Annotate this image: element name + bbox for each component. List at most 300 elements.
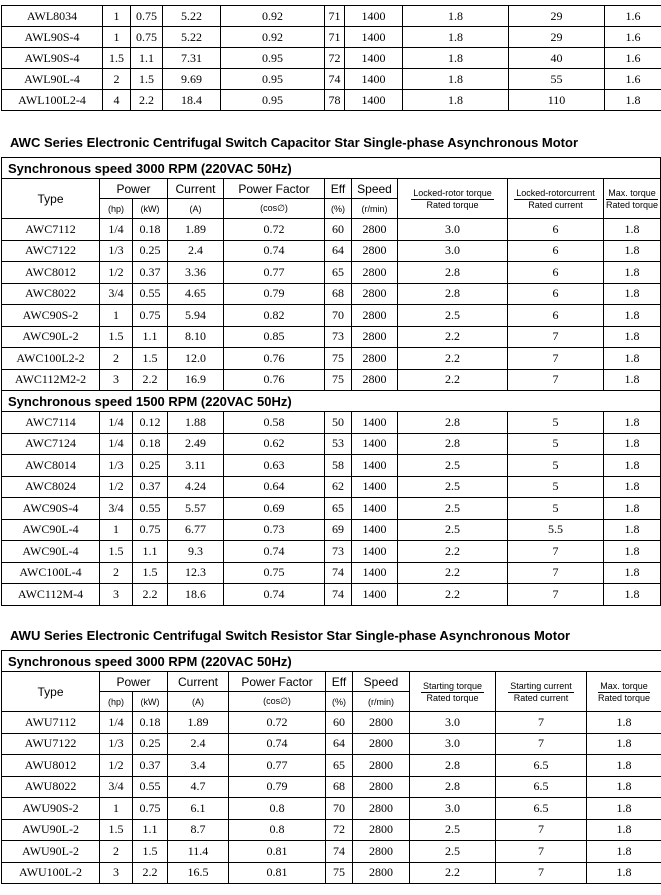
table-cell: 0.75 (224, 562, 325, 584)
table-row (2, 412, 661, 434)
table-cell: 0.79 (224, 283, 325, 305)
table-cell: 2 (100, 562, 133, 584)
table-row (2, 369, 661, 391)
table-cell: 2.5 (398, 498, 508, 520)
table-cell: 2800 (353, 733, 410, 755)
table-cell: 7 (496, 819, 587, 841)
table-cell: 6.77 (168, 519, 224, 541)
table-row (2, 776, 661, 798)
table-row (2, 219, 661, 241)
table-cell: 1400 (352, 562, 398, 584)
table-row (2, 798, 661, 820)
table-cell: 1.8 (604, 541, 661, 563)
table-cell: 65 (326, 755, 353, 777)
table-cell: 18.4 (163, 90, 221, 111)
table-cell: 0.37 (133, 755, 168, 777)
starting-torque-ratio-header (410, 672, 496, 712)
table-cell: 2800 (353, 712, 410, 734)
table-cell: 5 (508, 476, 604, 498)
table-cell: 1.5 (100, 326, 133, 348)
awl-body (2, 6, 661, 111)
table-cell: 2.8 (398, 262, 508, 284)
table-cell: 74 (326, 841, 353, 863)
table-cell: 1.8 (604, 584, 661, 606)
motor-type-cell: AWC100L2-2 (2, 348, 100, 370)
table-row (2, 90, 661, 111)
motor-type-cell: AWC8022 (2, 283, 100, 305)
table-row (2, 519, 661, 541)
table-cell: 0.95 (221, 90, 325, 111)
table-row (2, 841, 661, 863)
current-header: Current (168, 672, 229, 692)
table-cell: 6.1 (168, 798, 229, 820)
table-cell: 3.0 (410, 733, 496, 755)
table-cell: 1 (103, 27, 131, 48)
table-cell: 0.69 (224, 498, 325, 520)
table-row (2, 69, 661, 90)
table-cell: 64 (325, 240, 352, 262)
table-cell: 1/3 (100, 240, 133, 262)
table-cell: 1.8 (604, 283, 661, 305)
table-cell: 0.37 (133, 476, 168, 498)
table-cell: 2800 (353, 798, 410, 820)
table-cell: 0.62 (224, 433, 325, 455)
table-cell: 5 (508, 433, 604, 455)
table-cell: 1/2 (100, 262, 133, 284)
current-header: Current (168, 179, 224, 199)
table-cell: 2800 (353, 841, 410, 863)
starting-current-ratio-header (496, 672, 587, 712)
table-cell: 73 (325, 326, 352, 348)
table-cell: 1400 (345, 69, 403, 90)
table-cell: 50 (325, 412, 352, 434)
table-cell: 1.8 (604, 262, 661, 284)
table-cell: 2.49 (168, 433, 224, 455)
table-cell: 5.57 (168, 498, 224, 520)
table-cell: 1.8 (604, 433, 661, 455)
table-cell: 1/4 (100, 712, 133, 734)
table-cell: 2800 (353, 862, 410, 884)
table-cell: 0.55 (133, 776, 168, 798)
table-cell: 0.77 (229, 755, 326, 777)
table-row (2, 819, 661, 841)
table-cell: 2.2 (398, 369, 508, 391)
motor-type-cell: AWL90L-4 (2, 69, 103, 90)
table-cell: 1.89 (168, 712, 229, 734)
speed-header: Speed (352, 179, 398, 199)
table-cell: 2800 (352, 219, 398, 241)
table-cell: 0.92 (221, 6, 325, 27)
table-cell: 2800 (352, 326, 398, 348)
unit-cos-phi: (cos∅) (229, 692, 326, 712)
table-cell: 12.0 (168, 348, 224, 370)
motor-type-cell: AWL90S-4 (2, 27, 103, 48)
table-cell: 5 (508, 498, 604, 520)
table-cell: 2.8 (398, 412, 508, 434)
table-cell: 40 (509, 48, 605, 69)
table-cell: 68 (325, 283, 352, 305)
table-cell: 58 (325, 455, 352, 477)
motor-type-cell: AWC8024 (2, 476, 100, 498)
table-cell: 1.8 (587, 819, 661, 841)
table-cell: 2.8 (398, 433, 508, 455)
table-cell: 1.8 (587, 712, 661, 734)
unit-amps: (A) (168, 692, 229, 712)
table-cell: 1.5 (103, 48, 131, 69)
power-factor-header: Power Factor (224, 179, 325, 199)
awu-section-title: AWU Series Electronic Centrifugal Switch Resistor Star Single-phase Asynchronous Motor (10, 628, 571, 643)
ratio-numerator: Starting torque (422, 680, 483, 691)
ratio-denominator: Rated torque (426, 692, 479, 703)
table-cell: 2.5 (398, 305, 508, 327)
table-cell: 1.8 (587, 733, 661, 755)
table-cell: 3.0 (398, 240, 508, 262)
table-cell: 2.5 (398, 455, 508, 477)
table-cell: 7 (508, 584, 604, 606)
table-cell: 2800 (353, 819, 410, 841)
table-cell: 1 (103, 6, 131, 27)
ratio-denominator: Rated torque (598, 692, 651, 703)
table-row (2, 262, 661, 284)
table-cell: 9.3 (168, 541, 224, 563)
table-cell: 1400 (352, 476, 398, 498)
table-cell: 0.18 (133, 712, 168, 734)
table-row (2, 476, 661, 498)
table-cell: 2 (100, 348, 133, 370)
motor-type-cell: AWC7112 (2, 219, 100, 241)
ratio-denominator: Rated torque (426, 199, 479, 210)
table-cell: 60 (326, 712, 353, 734)
table-cell: 72 (326, 819, 353, 841)
unit-hp: (hp) (100, 692, 133, 712)
table-cell: 2800 (352, 305, 398, 327)
table-row (2, 562, 661, 584)
table-cell: 6 (508, 305, 604, 327)
table-cell: 1.6 (605, 69, 661, 90)
awc-header-row (2, 179, 661, 199)
motor-type-cell: AWL100L2-4 (2, 90, 103, 111)
table-cell: 1.5 (100, 541, 133, 563)
table-cell: 75 (325, 369, 352, 391)
table-cell: 0.63 (224, 455, 325, 477)
table-cell: 1400 (345, 48, 403, 69)
table-cell: 1 (100, 305, 133, 327)
table-cell: 0.79 (229, 776, 326, 798)
unit-rpm: (r/min) (353, 692, 410, 712)
type-header: Type (2, 672, 100, 712)
motor-type-cell: AWL8034 (2, 6, 103, 27)
table-cell: 5.22 (163, 27, 221, 48)
table-cell: 1400 (352, 412, 398, 434)
table-cell: 6.5 (496, 798, 587, 820)
table-cell: 7 (508, 562, 604, 584)
table-row (2, 755, 661, 777)
table-cell: 2 (100, 841, 133, 863)
table-cell: 0.95 (221, 48, 325, 69)
table-cell: 16.5 (168, 862, 229, 884)
awc-speed-1500-row (2, 391, 661, 412)
table-cell: 1/2 (100, 476, 133, 498)
table-cell: 8.10 (168, 326, 224, 348)
table-cell: 7.31 (163, 48, 221, 69)
table-cell: 1.8 (587, 841, 661, 863)
table-cell: 1/3 (100, 733, 133, 755)
table-cell: 1/4 (100, 412, 133, 434)
table-cell: 3 (100, 369, 133, 391)
table-cell: 0.75 (131, 6, 163, 27)
table-cell: 0.81 (229, 862, 326, 884)
table-cell: 110 (509, 90, 605, 111)
awc-speed-3000: Synchronous speed 3000 RPM (220VAC 50Hz) (2, 158, 661, 179)
table-cell: 71 (325, 27, 345, 48)
table-cell: 5 (508, 455, 604, 477)
table-cell: 7 (508, 326, 604, 348)
table-cell: 6 (508, 283, 604, 305)
table-cell: 1.8 (604, 305, 661, 327)
table-cell: 2.2 (398, 348, 508, 370)
table-cell: 0.73 (224, 519, 325, 541)
table-cell: 6.5 (496, 755, 587, 777)
table-cell: 0.95 (221, 69, 325, 90)
table-row (2, 240, 661, 262)
table-cell: 0.55 (133, 498, 168, 520)
table-cell: 1400 (352, 584, 398, 606)
power-header: Power (100, 179, 168, 199)
unit-kw: (kW) (133, 199, 168, 219)
table-cell: 2.2 (133, 862, 168, 884)
motor-type-cell: AWU90S-2 (2, 798, 100, 820)
table-cell: 3 (100, 862, 133, 884)
table-cell: 65 (325, 498, 352, 520)
table-row (2, 305, 661, 327)
motor-type-cell: AWC8014 (2, 455, 100, 477)
table-cell: 1.8 (604, 326, 661, 348)
table-cell: 0.25 (133, 455, 168, 477)
table-cell: 3.0 (398, 219, 508, 241)
table-cell: 1.8 (604, 562, 661, 584)
table-cell: 64 (326, 733, 353, 755)
table-cell: 1.1 (133, 819, 168, 841)
table-cell: 1.8 (604, 476, 661, 498)
awc-1500-body (2, 412, 661, 606)
table-cell: 4.24 (168, 476, 224, 498)
table-cell: 70 (325, 305, 352, 327)
table-cell: 3.0 (410, 798, 496, 820)
table-row (2, 433, 661, 455)
table-cell: 1400 (345, 90, 403, 111)
table-cell: 0.77 (224, 262, 325, 284)
awc-section-title: AWC Series Electronic Centrifugal Switch Capacitor Star Single-phase Asynchronous Motor (10, 135, 579, 150)
table-cell: 1 (100, 519, 133, 541)
table-cell: 2.4 (168, 240, 224, 262)
table-row (2, 348, 661, 370)
table-cell: 1.8 (604, 412, 661, 434)
table-cell: 0.74 (224, 584, 325, 606)
table-cell: 0.74 (224, 541, 325, 563)
eff-header: Eff (325, 179, 352, 199)
table-cell: 0.64 (224, 476, 325, 498)
ratio-denominator: Rated torque (606, 199, 659, 210)
awu-table (1, 650, 661, 884)
motor-type-cell: AWC7124 (2, 433, 100, 455)
unit-cos-phi: (cos∅) (224, 199, 325, 219)
table-cell: 7 (508, 541, 604, 563)
motor-type-cell: AWU8022 (2, 776, 100, 798)
table-cell: 0.55 (133, 283, 168, 305)
ratio-numerator: Max. torque (608, 187, 656, 198)
eff-header: Eff (326, 672, 353, 692)
table-cell: 5.94 (168, 305, 224, 327)
table-cell: 2.5 (398, 519, 508, 541)
motor-type-cell: AWU100L-2 (2, 862, 100, 884)
unit-amps: (A) (168, 199, 224, 219)
table-row (2, 455, 661, 477)
motor-type-cell: AWU7112 (2, 712, 100, 734)
table-cell: 1.5 (133, 348, 168, 370)
table-cell: 73 (325, 541, 352, 563)
motor-type-cell: AWU8012 (2, 755, 100, 777)
table-cell: 1400 (352, 541, 398, 563)
table-cell: 0.75 (133, 519, 168, 541)
table-cell: 2.2 (398, 326, 508, 348)
table-cell: 3/4 (100, 283, 133, 305)
table-cell: 2.2 (410, 862, 496, 884)
table-cell: 0.74 (229, 733, 326, 755)
awu-speed-3000: Synchronous speed 3000 RPM (220VAC 50Hz) (2, 651, 661, 672)
awu-header-row (2, 672, 661, 692)
table-cell: 1/4 (100, 433, 133, 455)
table-cell: 1.8 (604, 519, 661, 541)
table-cell: 0.18 (133, 219, 168, 241)
table-cell: 0.81 (229, 841, 326, 863)
table-cell: 72 (325, 48, 345, 69)
table-cell: 1.5 (133, 562, 168, 584)
table-cell: 1.8 (604, 240, 661, 262)
awu-speed-3000-row (2, 651, 661, 672)
table-cell: 7 (496, 862, 587, 884)
max-torque-ratio-header (604, 179, 661, 219)
table-cell: 2800 (352, 348, 398, 370)
locked-rotor-current-ratio-header (508, 179, 604, 219)
table-cell: 75 (325, 348, 352, 370)
table-cell: 0.76 (224, 369, 325, 391)
table-cell: 2800 (352, 283, 398, 305)
table-cell: 2800 (352, 262, 398, 284)
table-cell: 1/3 (100, 455, 133, 477)
table-cell: 75 (326, 862, 353, 884)
table-cell: 2.8 (398, 283, 508, 305)
awc-speed-3000-row (2, 158, 661, 179)
table-row (2, 498, 661, 520)
table-cell: 1.8 (587, 862, 661, 884)
table-cell: 5.22 (163, 6, 221, 27)
table-cell: 1400 (345, 6, 403, 27)
table-cell: 0.18 (133, 433, 168, 455)
table-cell: 16.9 (168, 369, 224, 391)
table-cell: 0.75 (133, 305, 168, 327)
motor-type-cell: AWU90L-2 (2, 841, 100, 863)
locked-rotor-torque-ratio-header (398, 179, 508, 219)
table-cell: 1.8 (604, 369, 661, 391)
motor-type-cell: AWC112M2-2 (2, 369, 100, 391)
type-header: Type (2, 179, 100, 219)
motor-type-cell: AWU90L-2 (2, 819, 100, 841)
table-cell: 69 (325, 519, 352, 541)
table-cell: 74 (325, 584, 352, 606)
table-cell: 1.8 (604, 348, 661, 370)
table-cell: 62 (325, 476, 352, 498)
table-cell: 2800 (352, 369, 398, 391)
table-cell: 1.5 (100, 819, 133, 841)
table-cell: 60 (325, 219, 352, 241)
table-row (2, 6, 661, 27)
table-cell: 1.8 (587, 798, 661, 820)
table-cell: 1.8 (403, 90, 509, 111)
unit-rpm: (r/min) (352, 199, 398, 219)
table-cell: 2.2 (398, 584, 508, 606)
table-cell: 68 (326, 776, 353, 798)
table-cell: 0.92 (221, 27, 325, 48)
table-cell: 0.74 (224, 240, 325, 262)
table-row (2, 48, 661, 69)
speed-header: Speed (353, 672, 410, 692)
table-cell: 1.8 (604, 455, 661, 477)
table-cell: 74 (325, 69, 345, 90)
table-cell: 1.89 (168, 219, 224, 241)
table-cell: 2.8 (410, 755, 496, 777)
table-cell: 1 (100, 798, 133, 820)
table-cell: 0.8 (229, 798, 326, 820)
motor-type-cell: AWC90L-4 (2, 541, 100, 563)
table-cell: 0.85 (224, 326, 325, 348)
table-cell: 1/2 (100, 755, 133, 777)
table-cell: 2800 (353, 755, 410, 777)
table-row (2, 584, 661, 606)
table-cell: 5 (508, 412, 604, 434)
table-cell: 8.7 (168, 819, 229, 841)
table-cell: 7 (496, 841, 587, 863)
table-cell: 4 (103, 90, 131, 111)
table-cell: 6.5 (496, 776, 587, 798)
awu-3000-body (2, 712, 661, 884)
table-cell: 12.3 (168, 562, 224, 584)
motor-type-cell: AWC90S-4 (2, 498, 100, 520)
table-cell: 65 (325, 262, 352, 284)
table-cell: 1400 (352, 519, 398, 541)
table-cell: 53 (325, 433, 352, 455)
table-cell: 1.8 (605, 90, 661, 111)
table-cell: 70 (326, 798, 353, 820)
table-row (2, 733, 661, 755)
table-cell: 2.4 (168, 733, 229, 755)
table-cell: 1.1 (133, 326, 168, 348)
table-cell: 1.5 (131, 69, 163, 90)
table-cell: 11.4 (168, 841, 229, 863)
table-cell: 2800 (352, 240, 398, 262)
table-cell: 7 (496, 733, 587, 755)
motor-type-cell: AWL90S-4 (2, 48, 103, 69)
table-cell: 1.8 (604, 498, 661, 520)
ratio-denominator: Rated current (528, 199, 583, 210)
table-cell: 0.37 (133, 262, 168, 284)
table-cell: 1.8 (403, 27, 509, 48)
table-cell: 18.6 (168, 584, 224, 606)
table-cell: 29 (509, 27, 605, 48)
table-cell: 3/4 (100, 498, 133, 520)
table-cell: 0.58 (224, 412, 325, 434)
motor-type-cell: AWC100L-4 (2, 562, 100, 584)
ratio-numerator: Locked-rotor torque (413, 187, 492, 198)
